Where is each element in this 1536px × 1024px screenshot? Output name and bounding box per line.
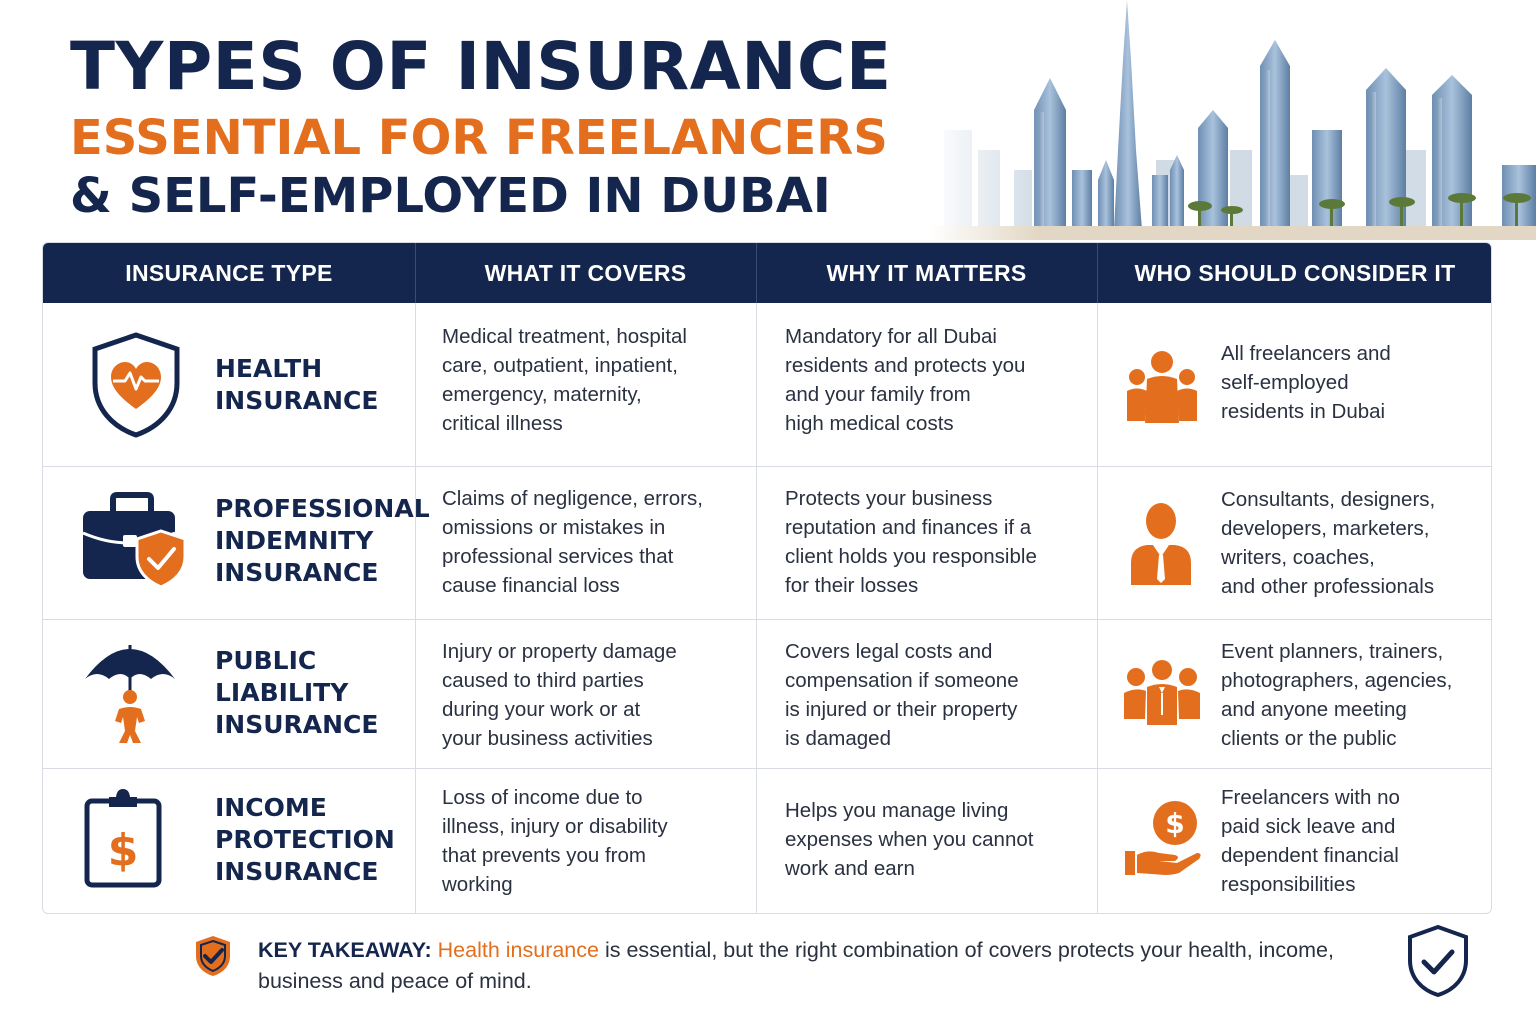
shield-heart-icon <box>89 331 183 439</box>
key-takeaway-text: is essential, but the right combination of covers protects your health, income, business and peace of mind. <box>258 938 1334 993</box>
insurance-table <box>42 242 1492 914</box>
covers-cell: Claims of negligence, errors, omissions or mistakes in professional services that cause financial loss <box>442 487 703 597</box>
insurance-type-name: HEALTH INSURANCE <box>215 354 379 415</box>
svg-text:$: $ <box>107 825 139 876</box>
column-header-why-it-matters: WHY IT MATTERS <box>826 259 1027 286</box>
covers-cell: Loss of income due to illness, injury or disability that prevents you from working <box>442 786 668 896</box>
clipboard-dollar-icon <box>83 787 163 889</box>
matters-cell: Mandatory for all Dubai residents and protects you and your family from high medical costs <box>785 325 1026 435</box>
table-header <box>43 243 1492 303</box>
column-header-who-should-consider: WHO SHOULD CONSIDER IT <box>1134 259 1456 286</box>
insurance-type-name: PUBLIC LIABILITY INSURANCE <box>215 646 379 739</box>
shield-check-icon <box>194 934 232 978</box>
hand-coin-icon <box>1123 799 1203 877</box>
key-takeaway-highlight: Health insurance <box>437 938 599 962</box>
matters-cell: Covers legal costs and compensation if someone is injured or their property is damaged <box>785 640 1019 750</box>
who-cell: All freelancers and self-employed residents in Dubai <box>1221 342 1391 423</box>
matters-cell: Helps you manage living expenses when you cannot work and earn <box>785 799 1034 880</box>
group-people-icon <box>1125 349 1199 425</box>
page-subtitle-orange: ESSENTIAL FOR FREELANCERS <box>70 110 888 166</box>
umbrella-person-icon <box>81 639 179 745</box>
briefcase-shield-icon <box>81 491 187 591</box>
business-group-icon <box>1123 659 1201 725</box>
who-cell: Consultants, designers, developers, marketers, writers, coaches, and other professionals <box>1221 488 1436 598</box>
insurance-type-name: PROFESSIONAL INDEMNITY INSURANCE <box>215 494 430 587</box>
covers-cell: Medical treatment, hospital care, outpatient, inpatient, emergency, maternity, critical illness <box>442 325 687 435</box>
key-takeaway-label: KEY TAKEAWAY: <box>258 938 432 962</box>
column-header-insurance-type: INSURANCE TYPE <box>125 259 333 286</box>
professional-person-icon <box>1127 501 1195 585</box>
page-subtitle-navy: & SELF-EMPLOYED IN DUBAI <box>70 168 831 224</box>
svg-text:$: $ <box>1165 807 1185 840</box>
who-cell: Event planners, trainers, photographers, agencies, and anyone meeting clients or the public <box>1221 640 1453 750</box>
key-takeaway <box>258 935 1338 997</box>
page-title: TYPES OF INSURANCE <box>70 28 892 105</box>
covers-cell: Injury or property damage caused to third parties during your work or at your business activities <box>442 640 677 750</box>
shield-check-outline-icon <box>1406 924 1470 998</box>
insurance-type-name: INCOME PROTECTION INSURANCE <box>215 793 395 886</box>
dubai-skyline-image <box>930 0 1536 250</box>
matters-cell: Protects your business reputation and finances if a client holds you responsible for their losses <box>785 487 1037 597</box>
who-cell: Freelancers with no paid sick leave and dependent financial responsibilities <box>1221 786 1400 896</box>
column-header-what-it-covers: WHAT IT COVERS <box>484 259 687 286</box>
